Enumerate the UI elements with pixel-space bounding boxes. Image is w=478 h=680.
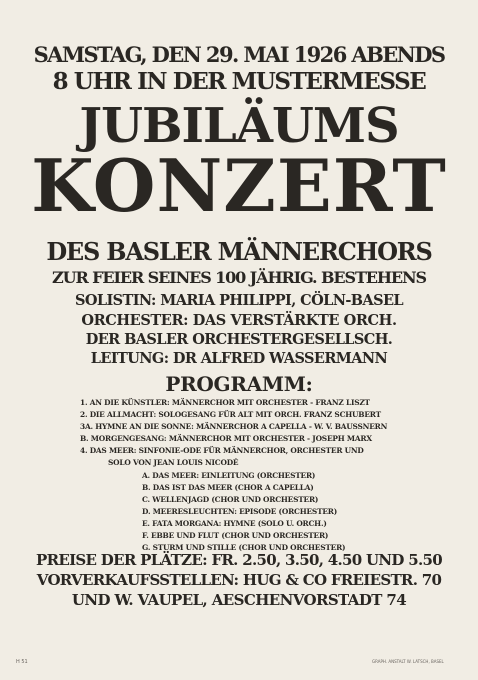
catalog-mark: H 51 [16, 659, 28, 665]
soloist-line: SOLISTIN: MARIA PHILIPPI, CÖLN-BASEL [74, 292, 403, 309]
sea-part-g: G. STURM UND STILLE (CHOR UND ORCHESTER) [142, 543, 346, 552]
program-item-4: 4. DAS MEER: SINFONIE-ODE FÜR MÄNNERCHOR, ORCHESTER UND [80, 446, 364, 455]
printer-credit: GRAPH. ANSTALT W. LATSCH, BASEL [372, 659, 444, 664]
sea-part-a: A. DAS MEER: EINLEITUNG (ORCHESTER) [142, 471, 316, 480]
orchestra-line-1: ORCHESTER: DAS VERSTÄRKTE ORCH. [81, 312, 397, 329]
program-heading: PROGRAMM: [165, 372, 313, 396]
title-konzert: KONZERT [31, 143, 447, 228]
prices-line: PREISE DER PLÄTZE: FR. 2.50, 3.50, 4.50 UND 5.50 [36, 551, 442, 569]
program-item-3b: B. MORGENGESANG: MÄNNERCHOR MIT ORCHESTER - JOSEPH MARX [80, 434, 372, 443]
sea-part-c: C. WELLENJAGD (CHOR UND ORCHESTER) [142, 495, 319, 504]
program-item-1: 1. AN DIE KÜNSTLER: MÄNNERCHOR MIT ORCHESTER - FRANZ LISZT [80, 398, 370, 407]
presale-line-1: VORVERKAUFSSTELLEN: HUG & CO FREIESTR. 70 [36, 571, 442, 589]
program-item-2: 2. DIE ALLMACHT: SOLOGESANG FÜR ALT MIT ORCH. FRANZ SCHUBERT [80, 410, 381, 419]
orchestra-line-2: DER BASLER ORCHESTERGESELLSCH. [85, 331, 393, 348]
program-item-3a: 3A. HYMNE AN DIE SONNE: MÄNNERCHOR A CAPELLA - W. V. BAUSSNERN [80, 422, 388, 431]
sea-part-b: B. DAS IST DAS MEER (CHOR A CAPELLA) [142, 483, 314, 492]
subtitle-anniversary: ZUR FEIER SEINES 100 JÄHRIG. BESTEHENS [52, 268, 426, 287]
sea-part-f: F. EBBE UND FLUT (CHOR UND ORCHESTER) [142, 531, 329, 540]
header-date-line: SAMSTAG, DEN 29. MAI 1926 ABENDS [33, 42, 445, 67]
sea-part-d: D. MEERESLEUCHTEN: EPISODE (ORCHESTER) [142, 507, 338, 516]
header-location-line: 8 UHR IN DER MUSTERMESSE [52, 68, 426, 95]
conductor-line: LEITUNG: DR ALFRED WASSERMANN [90, 350, 388, 367]
subtitle-choir: DES BASLER MÄNNERCHORS [46, 237, 432, 266]
title-jubilaeums: JUBILÄUMS [79, 98, 399, 154]
sea-part-e: E. FATA MORGANA: HYMNE (SOLO U. ORCH.) [142, 519, 327, 528]
program-item-4-composer: SOLO VON JEAN LOUIS NICODÉ [108, 458, 239, 467]
presale-line-2: UND W. VAUPEL, AESCHENVORSTADT 74 [71, 591, 407, 609]
